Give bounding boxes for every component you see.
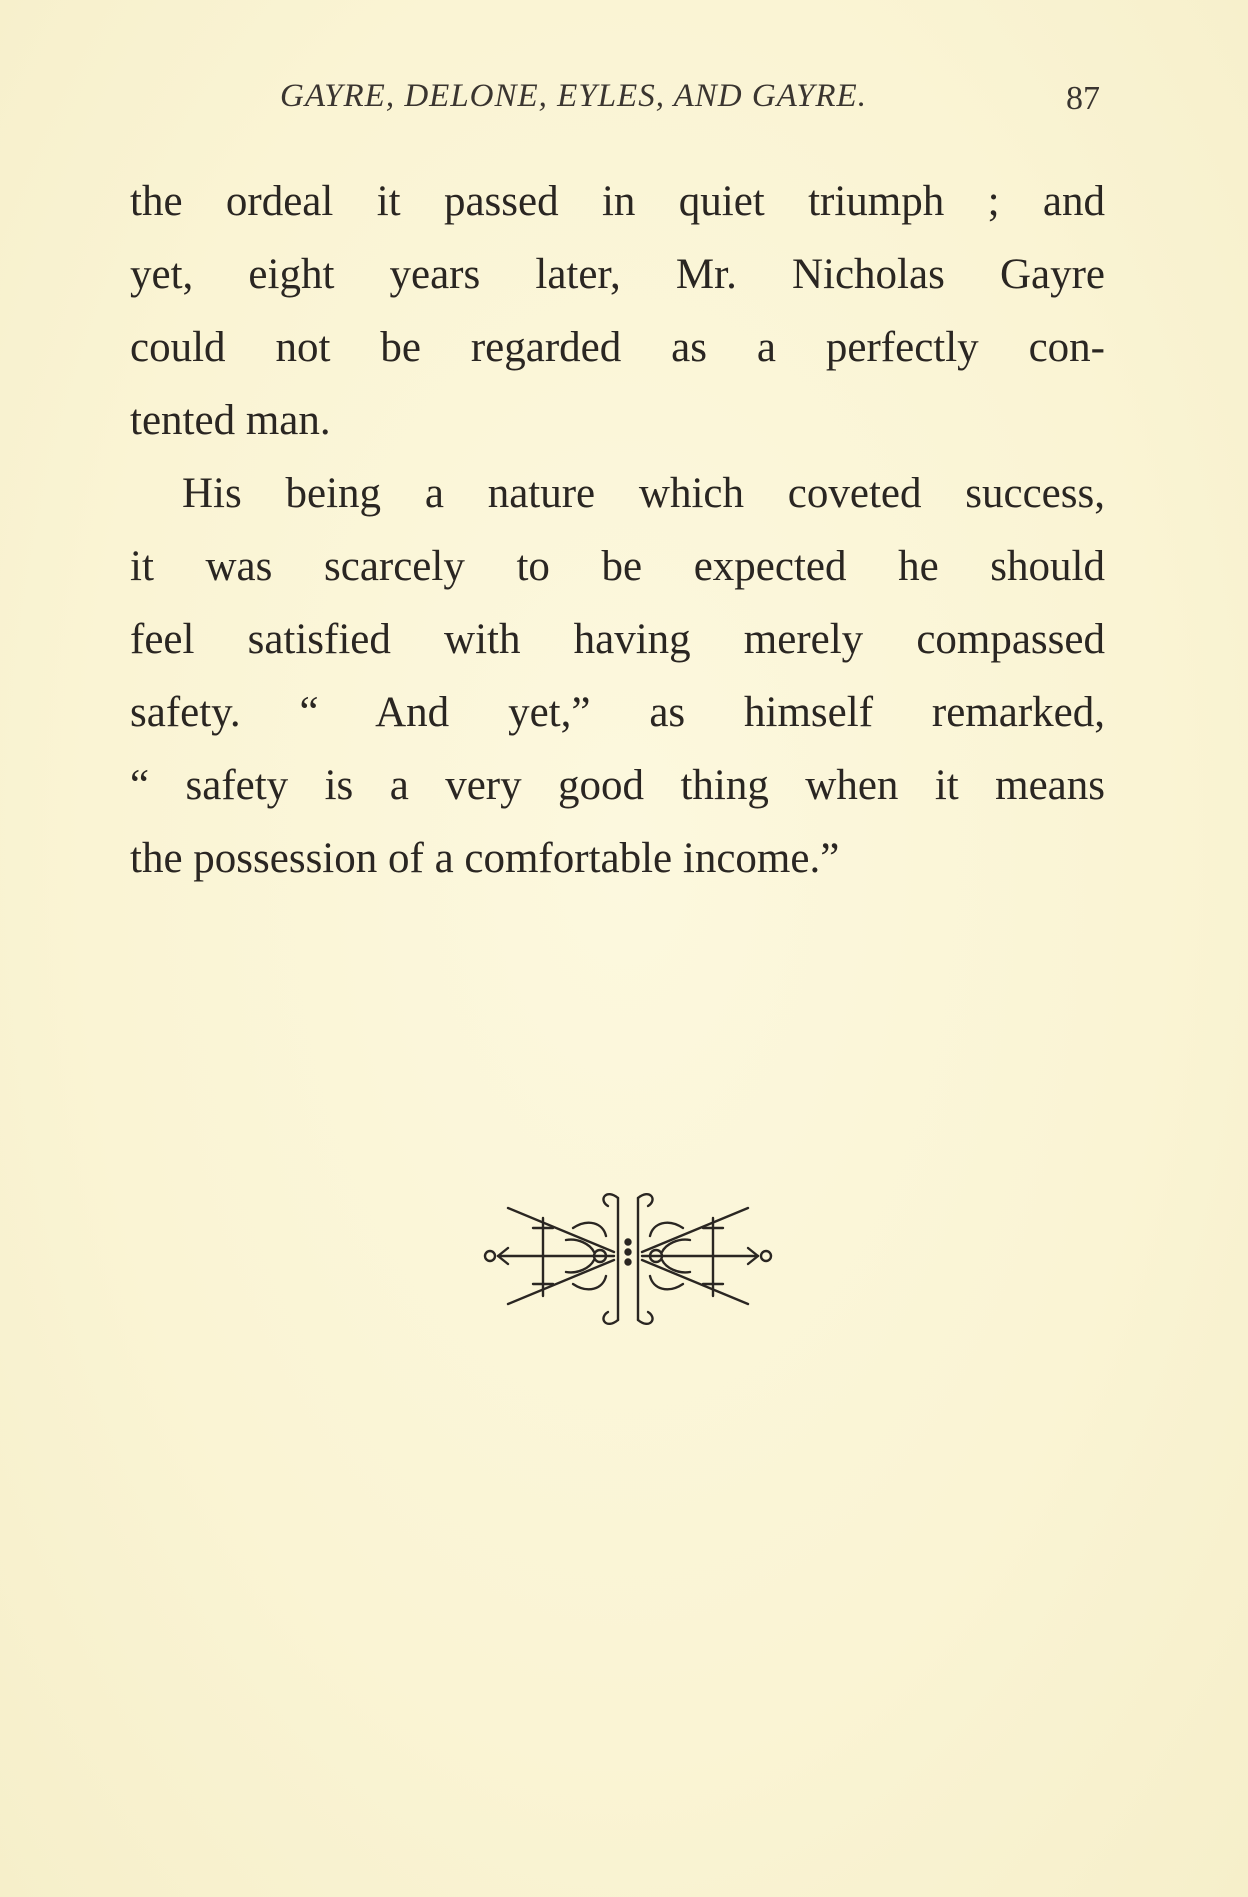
text-line: “ safety is a very good thing when it means	[130, 762, 1105, 809]
text-line: His being a nature which coveted success,	[182, 470, 1105, 517]
tailpiece-ornament-icon	[478, 1178, 778, 1338]
text-line: the ordeal it passed in quiet triumph ; and	[130, 178, 1105, 225]
text-line: it was scarcely to be expected he should	[130, 543, 1105, 590]
text-line: the possession of a comfortable income.”	[130, 835, 840, 882]
paragraph-1	[130, 165, 1105, 457]
body-text	[130, 165, 1105, 895]
text-line: feel satisfied with having merely compassed	[130, 616, 1105, 663]
text-line: safety. “ And yet,” as himself remarked,	[130, 689, 1105, 736]
text-line: could not be regarded as a perfectly con-	[130, 324, 1105, 371]
text-line: yet, eight years later, Mr. Nicholas Gayre	[130, 251, 1105, 298]
text-line: tented man.	[130, 397, 331, 444]
running-head	[130, 78, 1100, 128]
page-number: 87	[1066, 80, 1100, 117]
paragraph-2	[130, 457, 1105, 895]
running-title: GAYRE, DELONE, EYLES, AND GAYRE.	[280, 78, 867, 114]
